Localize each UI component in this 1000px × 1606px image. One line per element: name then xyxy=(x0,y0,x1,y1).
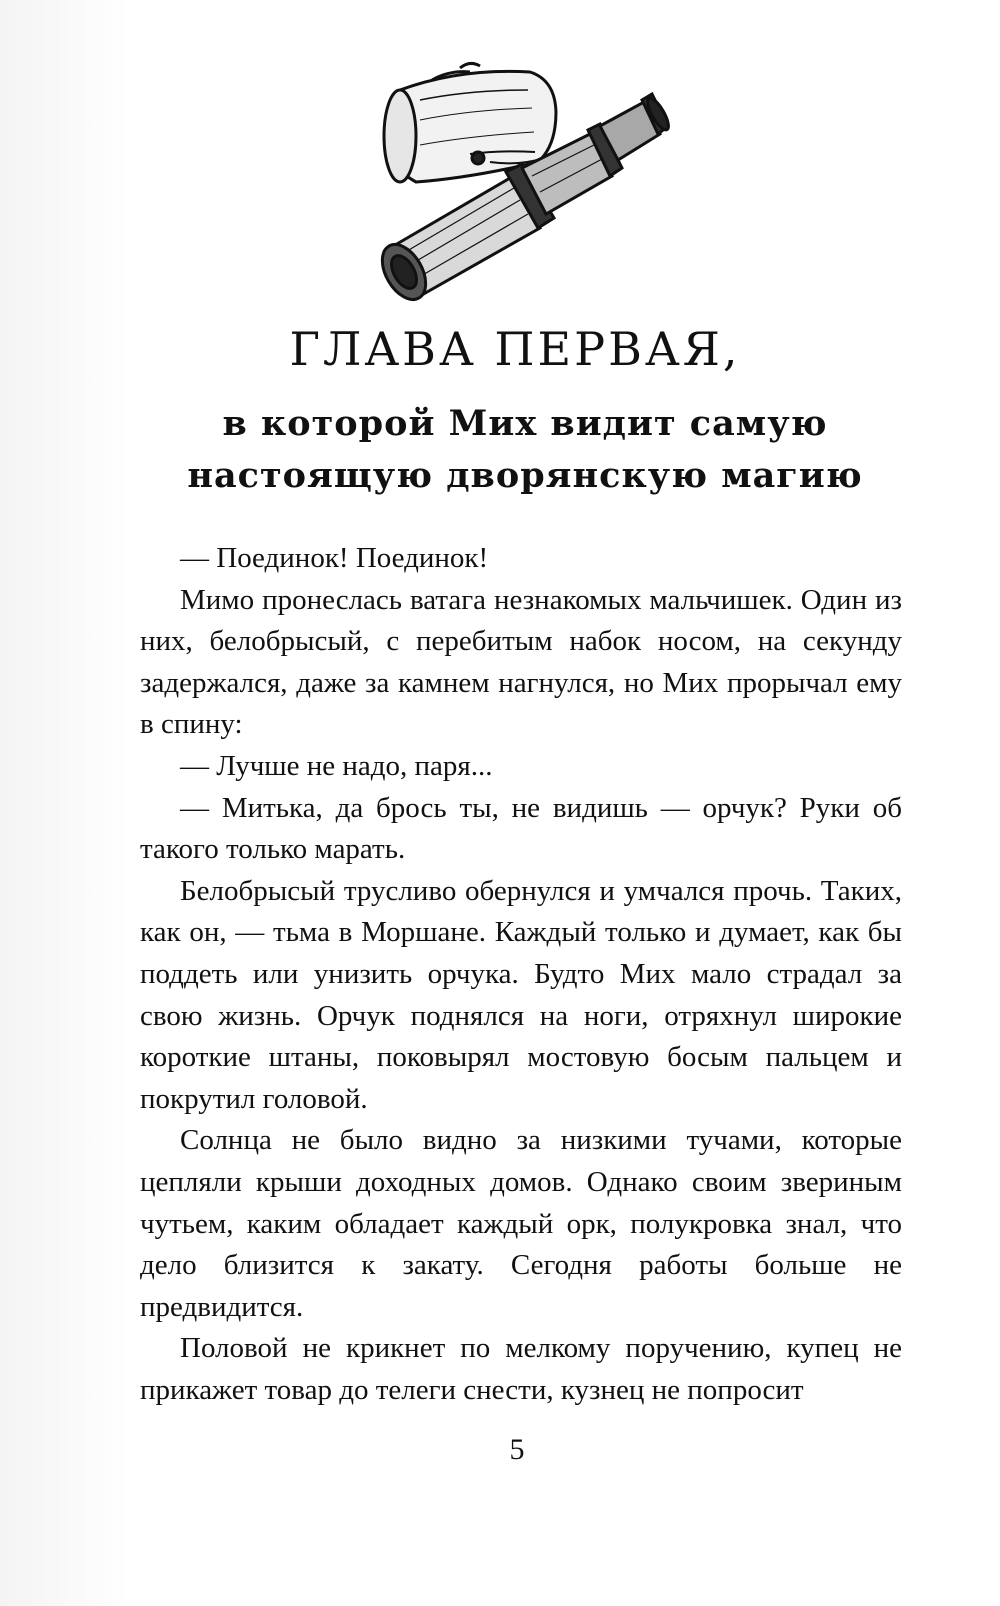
paragraph: Белобрысый трусливо обернулся и умчался прочь. Таких, как он, — тьма в Моршане. Каждый только и думает, как бы поддеть или унизить орчука. Будто Мих мало страдал за свою жизнь. Орчук поднялся на ноги, отряхнул широкие короткие штаны, поковырял мостовую босым пальцем и покрутил головой. xyxy=(140,874,902,1115)
paragraph: — Поединок! Поединок! xyxy=(180,542,489,574)
page-number: 5 xyxy=(509,1433,525,1466)
page-gutter-shadow xyxy=(0,0,128,1606)
paragraph: Мимо пронеслась ватага незнакомых мальчишек. Один из них, белобрысый, с перебитым набок носом, на секунду задержался, даже за камнем нагнулся, но Мих прорычал ему в спину: xyxy=(140,583,902,741)
chapter-body xyxy=(140,538,902,1411)
paragraph: Солнца не было видно за низкими тучами, которые цепляли крыши доходных домов. Однако своим звериным чутьем, каким обладает каждый орк, полукровка знал, что дело близится к закату. Сегодня работы больше не предвидится. xyxy=(140,1124,902,1323)
spyglass-and-leather-case-icon xyxy=(360,50,680,310)
paragraph: — Лучше не надо, паря... xyxy=(180,749,493,782)
paragraph: Половой не крикнет по мелкому поручению, купец не прикажет товар до телеги снести, кузнец не попросит xyxy=(140,1332,902,1406)
paragraph: — Митька, да брось ты, не видишь — орчук? Руки об такого только марать. xyxy=(140,791,902,866)
chapter-title: ГЛАВА ПЕРВАЯ, xyxy=(289,322,741,376)
chapter-subtitle: в которой Мих видит самую настоящую дворянскую магию xyxy=(187,403,863,496)
